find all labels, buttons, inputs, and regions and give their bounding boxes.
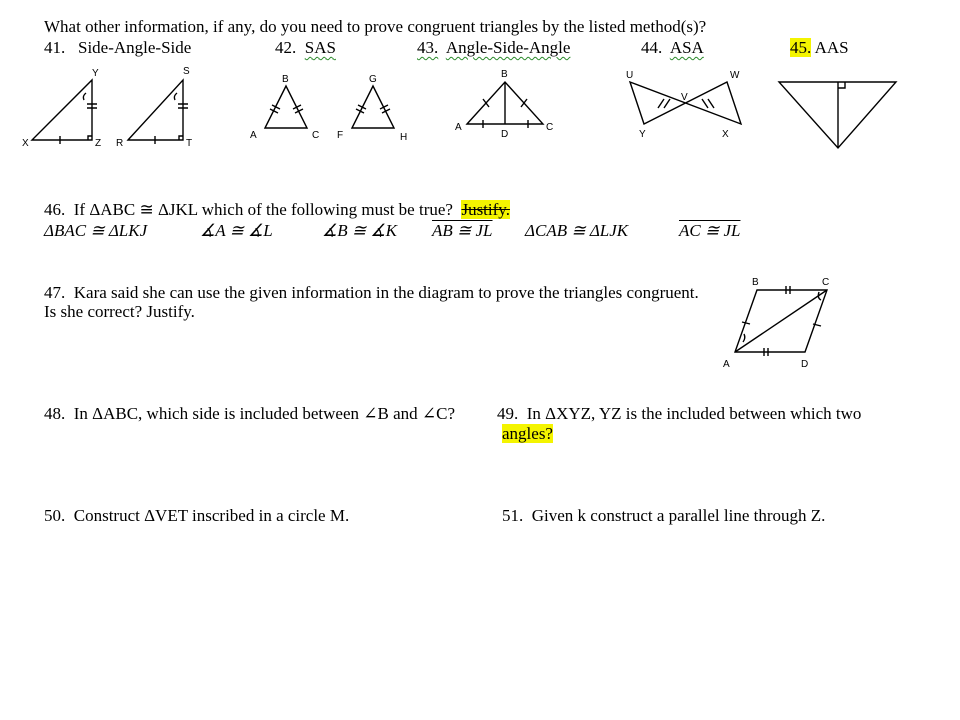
problem-45-num: 45. [790, 38, 812, 57]
fig43-vertex-4: C [546, 122, 554, 133]
fig44-vertex-2: W [730, 70, 740, 81]
fig43-vertex-2: A [455, 122, 462, 133]
q47-line2: Is she correct? Justify. [44, 302, 195, 321]
q48-num: 48. [44, 404, 66, 423]
fig42-vertex-3: C [312, 130, 320, 141]
q46-option-4: AB ≅ JL [432, 221, 493, 240]
q46-option-5: ΔCAB ≅ ΔLJK [525, 221, 629, 240]
header-question: What other information, if any, do you need to prove congruent triangles by the listed method(s)? [44, 17, 707, 36]
q47-text: Kara said she can use the given information in the diagram to prove the triangles congruent. [73, 283, 699, 302]
fig41-vertex-5: R [116, 138, 124, 149]
figure-42 [265, 86, 394, 128]
q49-line1 [497, 404, 861, 424]
problem-45-label: AAS [814, 38, 849, 57]
fig41-vertex-4: S [183, 66, 190, 77]
q46-prefix: If ΔABC ≅ ΔJKL which of the following must be true? [73, 200, 453, 219]
figure-44 [630, 82, 741, 124]
problem-44-num: 44. [641, 38, 663, 57]
q50-text: Construct ΔVET inscribed in a circle M. [73, 506, 350, 525]
problem-42-label: SAS [304, 38, 336, 57]
q46-option-6: AC ≅ JL [679, 221, 741, 240]
fig44-vertex-1: U [626, 70, 634, 81]
problem-41-num: 41. [44, 38, 66, 57]
fig44-vertex-5: X [722, 129, 729, 140]
q46-option-3: ∡B ≅ ∡K [322, 221, 397, 240]
fig47-vertex-1: B [752, 277, 759, 288]
q50-line [44, 506, 349, 526]
q48-line [44, 404, 455, 424]
fig43-vertex-3: D [501, 129, 509, 140]
q50-num: 50. [44, 506, 66, 525]
fig41-vertex-1: Y [92, 68, 99, 79]
fig42-vertex-2: A [250, 130, 257, 141]
fig44-vertex-4: Y [639, 129, 646, 140]
q47-line1 [44, 283, 699, 303]
q49-text: In ΔXYZ, YZ is the included between which two [526, 404, 862, 423]
q49-line2 [502, 424, 553, 444]
fig41-vertex-6: T [186, 138, 193, 149]
q46-option-1: ΔBAC ≅ ΔLKJ [44, 221, 148, 240]
fig42-vertex-5: F [337, 130, 344, 141]
q46-line [44, 200, 510, 220]
fig47-vertex-3: A [723, 359, 730, 370]
fig42-vertex-1: B [282, 74, 289, 85]
q46-justify: Justify. [461, 200, 510, 219]
q51-line [502, 506, 825, 526]
problem-44-label: ASA [669, 38, 704, 57]
figure-41 [32, 80, 188, 144]
figure-45 [779, 82, 896, 148]
problem-42-num: 42. [275, 38, 297, 57]
fig43-vertex-1: B [501, 69, 508, 80]
q47-num: 47. [44, 283, 66, 302]
q49-num: 49. [497, 404, 519, 423]
figure-43 [467, 82, 543, 128]
fig42-vertex-6: H [400, 132, 408, 143]
problem-41-label: Side-Angle-Side [78, 38, 192, 57]
fig41-vertex-2: X [22, 138, 29, 149]
q48-text: In ΔABC, which side is included between ∠B and ∠C? [73, 404, 455, 423]
problem-43-label: Angle-Side-Angle [445, 38, 571, 57]
fig42-vertex-4: G [369, 74, 377, 85]
fig47-vertex-2: C [822, 277, 830, 288]
problem-43-num: 43. [417, 38, 439, 57]
q51-num: 51. [502, 506, 524, 525]
q46-option-2: ∡A ≅ ∡L [200, 221, 273, 240]
fig44-vertex-3: V [681, 92, 688, 103]
q46-num: 46. [44, 200, 66, 219]
fig41-vertex-3: Z [95, 138, 102, 149]
fig47-vertex-4: D [801, 359, 809, 370]
q51-text: Given k construct a parallel line through Z. [531, 506, 826, 525]
figure-47 [735, 286, 827, 356]
q49-line2-text: angles? [502, 424, 553, 443]
